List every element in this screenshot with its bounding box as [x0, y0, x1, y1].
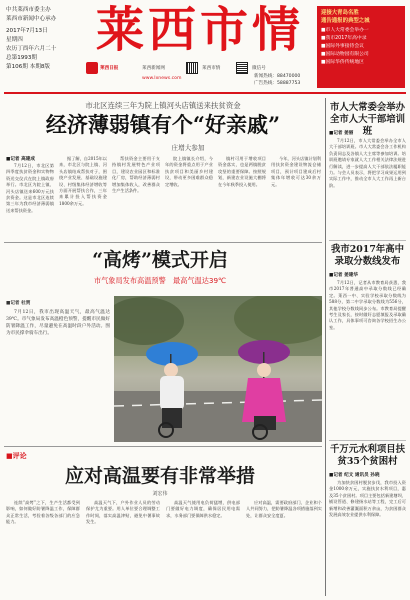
commentary-body: [6, 500, 322, 596]
commentary-column-3: [166, 500, 240, 596]
highlight-bullet-3[interactable]: ■国际外事接待会议: [321, 44, 364, 49]
section-rule-2: [4, 446, 322, 447]
story3-body: [329, 480, 406, 594]
lead-column-1: [6, 163, 54, 238]
story3-paragraph: 为加快贫困村脱贫步伐，我市投入资金1000余万元，实施扶贫水利项目，惠及35个贫困村。项目主要包括新建塘坝、铺设管道、修建扬水站等工程，完工后可新增和改善灌溉面积万余亩，为贫困群众发展高效农业提供水利保障。: [329, 480, 406, 518]
commentary-paragraph: 应对高温，需要政府部门、企业和个人共同努力，把防暑降温各项措施落到实处，让群众安全度夏。: [246, 500, 322, 518]
qr-code-icon: [186, 62, 198, 74]
photo-reporter: ■记者 杜贾: [6, 301, 31, 306]
sponsor-block: [6, 6, 84, 72]
lead-column-3: [112, 156, 160, 238]
story3-headline[interactable]: 千万元水利项目扶贫35个贫困村: [329, 444, 405, 467]
lead-paragraph: 镇村可用于增收项目资金落实，也是两镇脱贫攻坚的重要保障。按照规划，新建农业设施大棚将在今年秋季投入使用。: [218, 156, 266, 187]
issue-weekday: 星期四: [6, 37, 23, 43]
issue-lunar: 农历丁酉年六月二十: [6, 46, 57, 52]
right-rule-1: [329, 240, 406, 241]
highlight-bullet-5[interactable]: ■国际华侨传统地区: [321, 60, 364, 65]
lead-paragraph: 今年，河头店镇计划利用扶贫资金建设物流仓储项目，预计项目建成后村集体年增收可达30余万元。: [271, 156, 321, 187]
highlights-box: [317, 6, 405, 88]
story1-paragraph: 7月12日，市人大常委会举办全市人大干部培训班。市人大常委会各工作机构负责同志及各镇人大主席等参加培训。培训班邀请专家就人大工作相关法律法规进行解读，进一步提高人大干部依法履职能力。与会人员表示，将把学习成果运用到实际工作中，推动全市人大工作再上新台阶。: [329, 138, 406, 188]
bar-item-brand: 莱西市情: [202, 66, 221, 71]
commentary-column-2: [86, 500, 160, 596]
commentary-headline[interactable]: 应对高温要有非常举措: [64, 465, 255, 487]
heat-photo-illustration: [114, 296, 322, 442]
photo-caption: 7月12日，我市出现高温天气，最高气温达39℃。市气象局发布高温橙色预警，提醒市民做好防暑降温工作，尽量避免在高温时段户外活动。图为市民撑伞骑车出行。: [6, 310, 110, 336]
commentary-column-4: [246, 500, 322, 596]
commentary-paragraph: 高温天气下，户外作业人员的劳动保护尤为重要。用人单位要合理调整工作时间，落实高温津贴，避免中暑事故发生。: [86, 500, 160, 525]
lead-kicker: 市北区连续三年为院上镇河头店镇送来扶贫资金: [85, 101, 241, 110]
masthead-rule: [4, 92, 406, 94]
right-column-divider: [325, 98, 326, 596]
masthead-info-bar: [86, 62, 312, 88]
news-phone: 新闻热线：88470000: [254, 74, 301, 79]
commentary-paragraph: 高温天气使用电负荷猛增，供电部门要做好电力调度，确保居民用电需求，水务部门要保障供水稳定。: [166, 500, 240, 518]
bar-item-paper: 莱西日报: [100, 66, 119, 71]
story2-paragraph: 7月12日，记者从市教育局获悉，我市2017年普通高中录取分数线已经确定。莱西一中、实验学校录取分数线为588分，第二中学录取分数线为556分，其他学校分数线同步公布。市教育局提醒考生及家长，按时做好志愿填报及录取确认工作，具体事项可咨询各学校招生办公室。: [329, 280, 406, 330]
sponsor-line2: 莱西市新闻中心承办: [6, 16, 57, 22]
story1-reporter: ■记者 姜丽: [329, 131, 354, 136]
highlight-1[interactable]: 迎接大青岛名胜: [321, 10, 359, 16]
right-column: [329, 98, 406, 596]
highlight-bullet-4[interactable]: ■国际动物园有限公司: [321, 52, 369, 57]
issue-number: 第106期 本期8版: [6, 64, 50, 70]
story3-reporter: ■记者 纪文 通讯员 孙晓: [329, 473, 380, 478]
issue-total: 总第1993期: [6, 55, 38, 61]
lead-body: [6, 156, 322, 238]
story2-body: [329, 280, 406, 440]
ad-phone: 广告热线：58887753: [254, 81, 301, 86]
lead-paragraph: 7月12日，市北区第四季度扶贫资金和实物物资送交仪式在院上镇政府举行。市北区为院上镇、河头店镇送来600万元扶贫资金。这是市北区连续第三年为我市经济薄弱镇送来帮扶资金。: [6, 163, 54, 213]
lead-column-2: [59, 156, 107, 238]
lead-paragraph: 帮扶资金主要用于支持镇村发展特色产业项目，建设农业园区和标准化厂房，帮助经济薄弱村增加集体收入，改善群众生产生活条件。: [112, 156, 160, 194]
lead-column-4: [165, 156, 213, 238]
story2-headline[interactable]: 我市2017年高中录取分数线发布: [331, 244, 404, 267]
masthead-title: 莱西市情: [95, 2, 304, 58]
commentary-column-1: [6, 500, 80, 596]
highlight-bullet-1[interactable]: ■市人大常委会举办一: [321, 28, 369, 33]
commentary-paragraph: 连续“高烤”之下，生产生活都受到影响，如何做好防暑降温工作，保障群众正常生活，考验着各级各部门的应急能力。: [6, 500, 80, 525]
commentary-label: ■评论: [6, 452, 27, 460]
bar-item-wechat: 微信号: [252, 66, 266, 71]
commentary-author: 刘宏伟: [152, 491, 168, 497]
bar-url: www.lxnews.com: [142, 76, 182, 81]
photo-subtitle: 市气象局发布高温预警 最高气温达39℃: [93, 276, 227, 285]
story2-reporter: ■记者 姜建华: [329, 273, 358, 278]
qr-code-icon-2: [236, 62, 248, 74]
lead-column-6: [271, 156, 321, 238]
photo-caption-block: [6, 300, 110, 440]
heat-photo[interactable]: [114, 296, 322, 442]
issue-date: 2017年7月13日: [6, 28, 48, 34]
right-rule-2: [329, 440, 406, 441]
lead-reporter: ■记者 高建成: [6, 157, 35, 162]
section-rule-1: [4, 242, 322, 243]
highlight-bullet-2[interactable]: ■我市2017年高中录: [321, 36, 367, 41]
highlight-2[interactable]: 通告通报的典型之城: [321, 18, 370, 24]
bar-item-site: 莱西新闻网: [142, 66, 165, 71]
lead-paragraph: 据了解，自2015年以来，市北区与院上镇、河头店镇结成帮扶对子，围绕产业发展、基础设施建设、村级集体经济增收等方面开展帮扶合作，三年来累计投入帮扶资金1800余万元。: [59, 156, 107, 206]
lead-column-5: [218, 156, 266, 238]
photo-headline[interactable]: “高烤”模式开启: [92, 249, 228, 271]
app-logo-icon: [86, 62, 98, 74]
lead-paragraph: 院上镇镇长介绍，今年的资金将重点用于产业扶贫项目和美丽乡村建设，带动更多困难群众稳定增收。: [165, 156, 213, 187]
story1-headline[interactable]: 市人大常委会举办全市人大干部培训班: [329, 102, 405, 137]
lead-byline: 庄增大参加: [171, 144, 205, 152]
sponsor-line1: 中共莱西市委主办: [6, 7, 51, 13]
lead-headline[interactable]: 经济薄弱镇有个“好亲戚”: [45, 112, 281, 137]
